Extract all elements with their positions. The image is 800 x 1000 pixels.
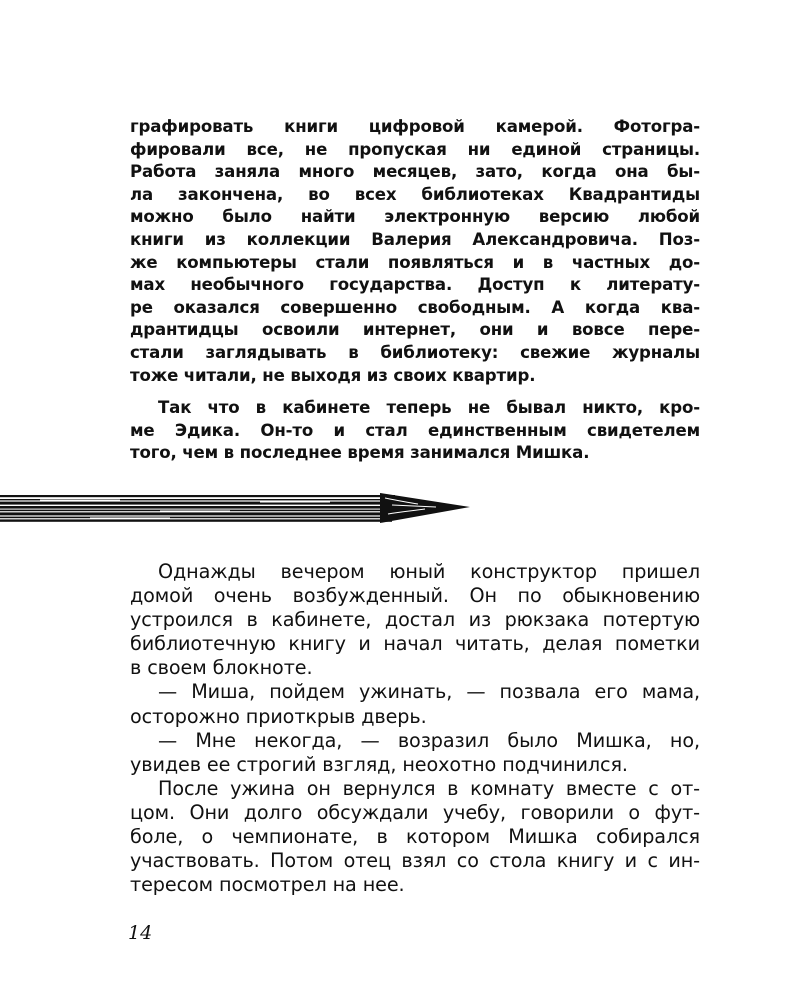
text-line: того, чем в последнее время занимался Мишка.: [130, 443, 590, 463]
text-line: — Миша, пойдем ужинать, — позвала его мама,: [158, 680, 700, 704]
text-line: фировали все, не пропуская ни единой страницы.: [130, 139, 700, 159]
text-line: увидев ее строгий взгляд, неохотно подчинился.: [130, 752, 628, 776]
text-line: Однажды вечером юный конструктор пришел: [158, 560, 700, 583]
text-line: участвовать. Потом отец взял со стола книгу и с ин-: [130, 849, 700, 873]
text-line: тоже читали, не выходя из своих квартир.: [130, 365, 536, 385]
text-line: библиотечную книгу и начал читать, делая пометки: [130, 632, 700, 656]
text-line: можно было найти электронную версию любой: [130, 207, 700, 227]
text-line: домой очень возбужденный. Он по обыкновению: [130, 584, 700, 608]
text-line: тересом посмотрел на нее.: [130, 873, 405, 897]
text-line: — Мне некогда, — возразил было Мишка, но,: [158, 728, 700, 752]
text-line: ла закончена, во всех библиотеках Квадрантиды: [130, 184, 700, 204]
text-line: Так что в кабинете теперь не бывал никто, кро-: [158, 398, 700, 418]
text-line: ме Эдика. Он-то и стал единственным свидетелем: [130, 420, 700, 440]
text-line: графировать книги цифровой камерой. Фотогра-: [130, 117, 700, 136]
text-line: книги из коллекции Валерия Александровича. Поз-: [130, 229, 700, 249]
body-text-block: [130, 560, 700, 897]
text-line: осторожно приоткрыв дверь.: [130, 704, 427, 728]
page-number: 14: [128, 922, 153, 944]
text-line: устроился в кабинете, достал из рюкзака потертую: [130, 608, 700, 632]
text-line: После ужина он вернулся в комнату вместе с от-: [158, 776, 700, 800]
text-line: в своем блокноте.: [130, 656, 313, 680]
text-line: боле, о чемпионате, в котором Мишка собирался: [130, 825, 700, 849]
text-line: Работа заняла много месяцев, зато, когда она бы-: [130, 162, 700, 182]
text-line: мах необычного государства. Доступ к литерату-: [130, 275, 700, 295]
text-line: стали заглядывать в библиотеку: свежие журналы: [130, 342, 700, 362]
pencil-icon: [0, 490, 480, 526]
bold-text-block: [130, 116, 700, 465]
text-line: же компьютеры стали появляться и в частных до-: [130, 252, 700, 272]
text-line: ре оказался совершенно свободным. А когда ква-: [130, 297, 700, 317]
text-line: дрантидцы освоили интернет, они и вовсе пере-: [130, 320, 700, 340]
text-line: цом. Они долго обсуждали учебу, говорили о фут-: [130, 800, 700, 824]
